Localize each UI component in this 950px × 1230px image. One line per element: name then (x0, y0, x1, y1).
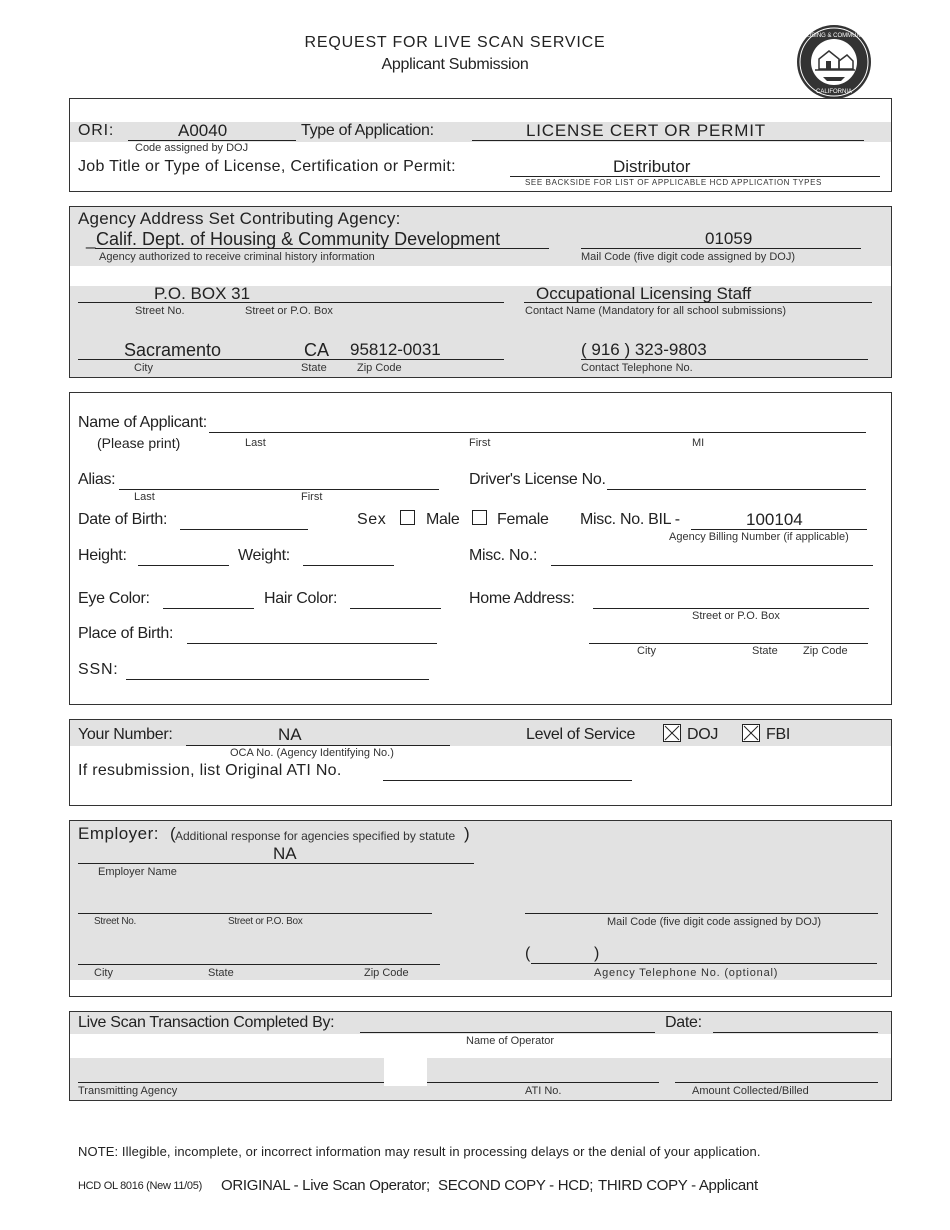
doj-label: DOJ (687, 726, 719, 743)
employer-note: Additional response for agencies specified by statute (175, 829, 456, 843)
contact-name-value: Occupational Licensing Staff (536, 284, 752, 303)
place-of-birth-label: Place of Birth: (78, 625, 174, 642)
drivers-license-field[interactable] (607, 489, 866, 490)
employer-mail-code-caption: Mail Code (five digit code assigned by DOJ) (607, 916, 821, 928)
dob-label: Date of Birth: (78, 511, 168, 528)
copy-original: ORIGINAL - Live Scan Operator; (221, 1177, 430, 1194)
svg-text:CALIFORNIA: CALIFORNIA (815, 89, 853, 95)
agency-white-band (70, 266, 891, 286)
employer-phone-open: ( (525, 945, 531, 962)
hcd-seal-icon (795, 23, 873, 101)
female-checkbox[interactable] (472, 510, 487, 525)
your-number-field[interactable] (186, 745, 450, 746)
agency-heading: Agency Address Set Contributing Agency: (78, 209, 401, 228)
ati-caption: ATI No. (525, 1085, 562, 1097)
employer-label: Employer: (78, 824, 160, 843)
name-mi-caption: MI (692, 437, 705, 449)
home-city-caption: City (637, 645, 656, 657)
home-street-caption: Street or P.O. Box (692, 610, 780, 622)
ori-caption: Code assigned by DOJ (135, 142, 249, 154)
hcd-seal (795, 23, 873, 101)
date-field[interactable] (713, 1032, 878, 1033)
employer-white-band (70, 980, 891, 996)
street-no-caption: Street No. (135, 305, 185, 317)
employer-phone-close: ) (594, 945, 600, 962)
employer-street-caption: Street or P.O. Box (228, 916, 303, 927)
employer-phone-caption: Agency Telephone No. (optional) (594, 967, 779, 979)
misc-bil-caption: Agency Billing Number (if applicable) (669, 531, 849, 543)
home-city-field[interactable] (589, 643, 868, 644)
misc-no-label: Misc. No.: (469, 547, 538, 564)
contact-name-caption: Contact Name (Mandatory for all school submissions) (525, 305, 787, 317)
job-label: Job Title or Type of License, Certification or Permit: (78, 158, 456, 175)
agency-city-value: Sacramento (124, 340, 222, 360)
eye-color-label: Eye Color: (78, 590, 150, 607)
contact-phone-value: ( 916 ) 323-9803 (581, 340, 707, 359)
hair-color-field[interactable] (350, 608, 441, 609)
x-mark-icon (664, 725, 680, 741)
job-field[interactable] (510, 176, 880, 177)
resubmission-field[interactable] (383, 780, 632, 781)
type-value: LICENSE CERT OR PERMIT (526, 121, 766, 140)
name-first-caption: First (469, 437, 491, 449)
home-street-field[interactable] (593, 608, 869, 609)
male-checkbox[interactable] (400, 510, 415, 525)
job-caption: SEE BACKSIDE FOR LIST OF APPLICABLE HCD APPLICATION TYPES (525, 178, 822, 187)
copy-third: THIRD COPY - Applicant (598, 1177, 758, 1194)
transmitting-caption: Transmitting Agency (78, 1085, 178, 1097)
misc-no-field[interactable] (551, 565, 873, 566)
drivers-license-label: Driver's License No. (469, 471, 606, 488)
fbi-label: FBI (766, 726, 790, 743)
date-label: Date: (665, 1014, 702, 1031)
dob-field[interactable] (180, 529, 308, 530)
employer-street-no-caption: Street No. (94, 916, 137, 927)
height-field[interactable] (138, 565, 229, 566)
alias-first-caption: First (301, 491, 323, 503)
employer-note-open: ( (170, 824, 176, 843)
copy-second: SECOND COPY - HCD; (438, 1177, 594, 1194)
contact-phone-caption: Contact Telephone No. (581, 362, 693, 374)
state-caption: State (301, 362, 327, 374)
x-mark-icon (743, 725, 759, 741)
your-number-value: NA (278, 725, 302, 744)
ori-label: ORI: (78, 122, 115, 139)
alias-label: Alias: (78, 471, 116, 488)
sex-label: Sex (357, 511, 387, 528)
your-number-label: Your Number: (78, 726, 173, 743)
form-subtitle: Applicant Submission (381, 56, 529, 73)
employer-zip-caption: Zip Code (364, 967, 409, 979)
form-title: REQUEST FOR LIVE SCAN SERVICE (304, 34, 606, 51)
doj-checkbox[interactable] (663, 724, 681, 742)
name-last-caption: Last (245, 437, 266, 449)
employer-mail-code-field[interactable] (525, 913, 878, 914)
applicant-name-label: Name of Applicant: (78, 414, 207, 431)
height-label: Height: (78, 547, 127, 564)
female-label: Female (497, 511, 549, 528)
operator-caption: Name of Operator (466, 1035, 555, 1047)
zip-caption: Zip Code (357, 362, 402, 374)
ati-no-field[interactable] (427, 1082, 659, 1083)
completed-by-label: Live Scan Transaction Completed By: (78, 1014, 335, 1031)
footer-note: NOTE: Illegible, incomplete, or incorrect information may result in processing delays or the denial of your application. (78, 1144, 761, 1159)
form-id: HCD OL 8016 (New 11/05) (78, 1180, 202, 1192)
ssn-label: SSN: (78, 661, 119, 678)
agency-street-field[interactable] (78, 302, 504, 303)
alias-last-caption: Last (134, 491, 155, 503)
city-caption: City (134, 362, 153, 374)
amount-caption: Amount Collected/Billed (692, 1085, 809, 1097)
employer-note-close: ) (464, 824, 470, 843)
resubmission-label: If resubmission, list Original ATI No. (78, 762, 342, 779)
ori-value: A0040 (178, 121, 228, 140)
completion-white-band-2 (384, 1058, 427, 1086)
employer-name-value: NA (273, 844, 297, 863)
weight-label: Weight: (238, 547, 290, 564)
agency-name-caption: Agency authorized to receive criminal history information (99, 251, 375, 263)
type-label: Type of Application: (301, 122, 434, 139)
alias-field[interactable] (119, 489, 439, 490)
operator-name-field[interactable] (360, 1032, 655, 1033)
weight-field[interactable] (303, 565, 394, 566)
mail-code-value: 01059 (705, 229, 753, 248)
employer-city-caption: City (94, 967, 113, 979)
mail-code-caption: Mail Code (five digit code assigned by DOJ) (581, 251, 795, 263)
oca-caption: OCA No. (Agency Identifying No.) (230, 747, 394, 759)
street-caption: Street or P.O. Box (245, 305, 333, 317)
applicant-name-field[interactable] (209, 432, 866, 433)
agency-state-value: CA (304, 340, 330, 360)
misc-bil-label: Misc. No. BIL - (580, 511, 680, 528)
male-label: Male (426, 511, 460, 528)
employer-name-caption: Employer Name (98, 866, 177, 878)
agency-name-prefix: _ (86, 230, 96, 249)
home-zip-caption: Zip Code (803, 645, 848, 657)
eye-color-field[interactable] (163, 608, 254, 609)
home-address-label: Home Address: (469, 590, 575, 607)
employer-state-caption: State (208, 967, 234, 979)
hair-color-label: Hair Color: (264, 590, 338, 607)
misc-bil-value: 100104 (746, 510, 803, 529)
amount-field[interactable] (675, 1082, 878, 1083)
job-value: Distributor (613, 157, 691, 176)
employer-street-field[interactable] (78, 913, 432, 914)
employer-city-field[interactable] (78, 964, 440, 965)
home-state-caption: State (752, 645, 778, 657)
employer-phone-field[interactable] (531, 963, 877, 964)
please-print-note: (Please print) (97, 435, 181, 451)
agency-street-value: P.O. BOX 31 (154, 284, 251, 303)
level-of-service-label: Level of Service (526, 726, 636, 743)
svg-text:HOUSING & COMMUNITY: HOUSING & COMMUNITY (797, 33, 871, 39)
agency-zip-value: 95812-0031 (350, 340, 441, 359)
agency-name-value: Calif. Dept. of Housing & Community Development (96, 229, 501, 249)
ssn-field[interactable] (126, 679, 429, 680)
transmitting-agency-field[interactable] (78, 1082, 384, 1083)
fbi-checkbox[interactable] (742, 724, 760, 742)
place-of-birth-field[interactable] (187, 643, 437, 644)
